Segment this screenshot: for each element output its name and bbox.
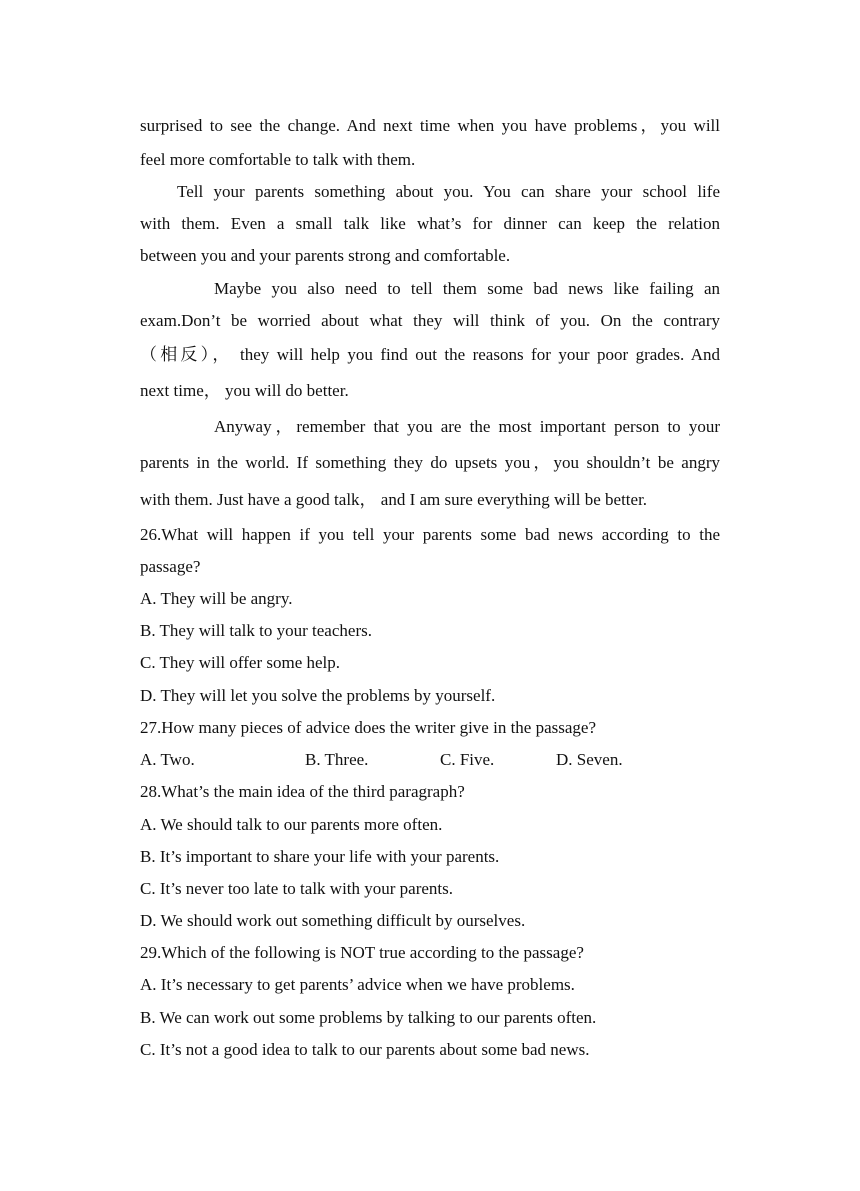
question-26-stem-line-2: passage? [140, 557, 201, 576]
question-26-option-d: D. They will let you solve the problems by yourself. [140, 686, 496, 705]
passage-p3-line-1: Maybe you also need to tell them some bad news like failing an [214, 279, 720, 298]
question-27-option-d: D. Seven. [556, 750, 623, 769]
passage-p2-line-1: Tell your parents something about you. You can share your school life [177, 182, 720, 201]
question-28-option-b: B. It’s important to share your life with your parents. [140, 847, 500, 866]
question-28-option-c: C. It’s never too late to talk with your parents. [140, 879, 454, 898]
question-27-option-c: C. Five. [440, 750, 495, 769]
passage-p3-line-3: （相反）， they will help you find out the reasons for your poor grades. And [140, 345, 720, 364]
question-26-option-c: C. They will offer some help. [140, 653, 341, 672]
passage-p2-line-2: with them. Even a small talk like what’s for dinner can keep the relation [140, 214, 720, 233]
passage-p2-line-3: between you and your parents strong and comfortable. [140, 246, 511, 265]
passage-p4-line-2: parents in the world. If something they do upsets you，you shouldn’t be angry [140, 453, 720, 472]
question-29-stem: 29.Which of the following is NOT true according to the passage? [140, 943, 584, 962]
question-27-option-b: B. Three. [305, 750, 369, 769]
question-29-option-c: C. It’s not a good idea to talk to our parents about some bad news. [140, 1040, 590, 1059]
passage-p1-line-2: feel more comfortable to talk with them. [140, 150, 416, 169]
question-27-stem: 27.How many pieces of advice does the writer give in the passage? [140, 718, 597, 737]
question-27-option-a: A. Two. [140, 750, 195, 769]
question-28-option-d: D. We should work out something difficult by ourselves. [140, 911, 526, 930]
question-26-stem-line-1: 26.What will happen if you tell your parents some bad news according to the [140, 525, 720, 544]
question-26-option-b: B. They will talk to your teachers. [140, 621, 372, 640]
passage-p4-line-1: Anyway，remember that you are the most important person to your [214, 417, 720, 436]
question-29-option-b: B. We can work out some problems by talking to our parents often. [140, 1008, 597, 1027]
question-28-option-a: A. We should talk to our parents more often. [140, 815, 443, 834]
passage-p3-line-4: next time， you will do better. [140, 381, 349, 400]
question-27-options [140, 750, 720, 770]
passage-p1-line-1: surprised to see the change. And next time when you have problems，you will [140, 116, 720, 135]
question-28-stem: 28.What’s the main idea of the third paragraph? [140, 782, 465, 801]
passage-p4-line-3: with them. Just have a good talk， and I am sure everything will be better. [140, 490, 648, 509]
question-29-option-a: A. It’s necessary to get parents’ advice when we have problems. [140, 975, 575, 994]
passage-p3-line-2: exam.Don’t be worried about what they will think of you. On the contrary [140, 311, 720, 330]
question-26-option-a: A. They will be angry. [140, 589, 293, 608]
